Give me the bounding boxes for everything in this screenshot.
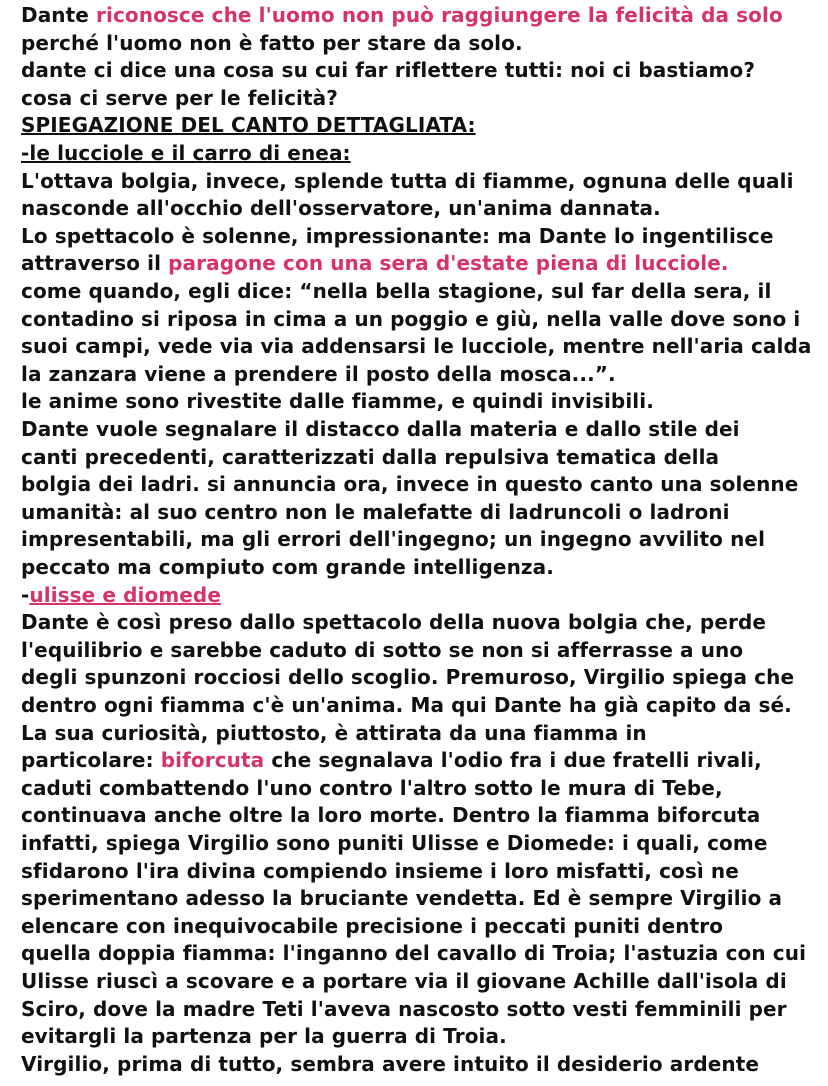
text-line [21, 1051, 759, 1077]
text-segment: perché l'uomo non è fatto per stare da solo. [21, 30, 523, 55]
text-line [21, 637, 743, 663]
section-heading: SPIEGAZIONE DEL CANTO DETTAGLIATA: [21, 113, 476, 138]
text-segment: evitargli la partenza per la guerra di Troia. [21, 1024, 507, 1049]
text-segment: come quando, egli dice: “nella bella stagione, sul far della sera, il [21, 279, 772, 303]
text-segment: La sua curiosità, piuttosto, è attirata da una fiamma in [21, 720, 647, 745]
text-line [21, 57, 755, 83]
text-line [21, 112, 476, 138]
highlighted-text: riconosce che l'uomo non può raggiungere la felicità da solo [96, 3, 783, 27]
text-segment: infatti, spiega Virgilio sono puniti Ulisse e Diomede: i quali, come [21, 831, 768, 855]
text-segment: Dante [21, 3, 97, 27]
text-segment: Sciro, dove la madre Teti l'aveva nascosto sotto vesti femminili per [21, 996, 787, 1021]
text-line [21, 85, 338, 111]
text-segment: nasconde all'occhio dell'osservatore, un'anima dannata. [21, 196, 661, 221]
text-segment: le anime sono rivestite dalle fiamme, e quindi invisibili. [21, 389, 654, 414]
text-segment: elencare con inequivocabile precisione i peccati puniti dentro [21, 913, 724, 938]
text-line [21, 526, 765, 552]
text-line [21, 968, 787, 994]
text-segment: bolgia dei ladri. si annuncia ora, invece in questo canto una solenne [21, 472, 799, 497]
text-segment: Virgilio, prima di tutto, sembra avere intuito il desiderio ardente [21, 1051, 760, 1076]
text-segment: - [21, 582, 30, 607]
text-line [21, 692, 792, 718]
text-line [21, 885, 782, 911]
highlighted-text: paragone con una sera d'estate piena di lucciole. [168, 251, 729, 276]
text-line [21, 747, 762, 773]
text-line [21, 1023, 507, 1049]
text-line [21, 195, 661, 221]
text-line [21, 802, 760, 828]
text-line [21, 775, 723, 801]
text-segment: Dante vuole segnalare il distacco dalla materia e dallo stile dei [21, 417, 740, 441]
text-segment: L'ottava bolgia, invece, splende tutta di fiamme, ognuna delle quali [21, 168, 794, 193]
text-segment: peccato ma compiuto com grande intelligenza. [21, 555, 554, 579]
text-segment: Dante è così preso dallo spettacolo della nuova bolgia che, perde [21, 610, 767, 635]
text-line [21, 361, 616, 387]
section-heading: -le lucciole e il carro di enea: [21, 141, 351, 165]
text-line [21, 582, 221, 608]
text-segment: dante ci dice una cosa su cui far riflettere tutti: noi ci bastiamo? [21, 58, 756, 83]
text-segment: caduti combattendo l'uno contro l'altro sotto le mura di Tebe, [21, 775, 723, 800]
text-line [21, 996, 787, 1022]
text-segment: sperimentano adesso la bruciante vendetta. Ed è sempre Virgilio a [21, 886, 783, 911]
text-line [21, 554, 554, 580]
text-line [21, 223, 774, 249]
text-line [21, 444, 719, 470]
text-line [21, 140, 351, 166]
text-segment: continuava anche oltre la loro morte. Dentro la fiamma biforcuta [21, 803, 761, 828]
text-segment: contadino si riposa in cima a un poggio e giù, nella valle dove sono i [21, 306, 801, 331]
text-segment: degli spunzoni rocciosi dello scoglio. Premuroso, Virgilio spiega che [21, 665, 795, 690]
text-segment: impresentabili, ma gli errori dell'ingegno; un ingegno avvilito nel [21, 527, 766, 552]
text-segment: l'equilibrio e sarebbe caduto di sotto se non si afferrasse a uno [21, 637, 744, 662]
text-segment: quella doppia fiamma: l'inganno del cavallo di Troia; l'astuzia con cui [21, 941, 807, 966]
highlighted-text: biforcuta [160, 748, 265, 773]
text-segment: attraverso il [21, 251, 169, 276]
text-line [21, 250, 729, 276]
text-segment: particolare: [21, 748, 161, 773]
text-segment: cosa ci serve per le felicità? [21, 85, 338, 110]
text-line [21, 830, 768, 856]
text-segment: suoi campi, vede via via addensarsi le lucciole, mentre nell'aria calda [21, 334, 812, 359]
text-line [21, 471, 798, 497]
text-line [21, 416, 740, 442]
text-segment: umanità: al suo centro non le malefatte di ladruncoli o ladroni [21, 499, 730, 524]
highlighted-heading: ulisse e diomede [29, 582, 222, 607]
text-line [21, 388, 654, 414]
text-segment: sfidarono l'ira divina compiendo insieme i loro misfatti, così ne [21, 858, 739, 883]
text-segment: dentro ogni fiamma c'è un'anima. Ma qui Dante ha già capito da sé. [21, 693, 792, 717]
text-segment: canti precedenti, caratterizzati dalla repulsiva tematica della [21, 444, 720, 469]
text-line [21, 664, 794, 690]
text-line [21, 168, 794, 194]
text-line [21, 609, 766, 635]
text-line [21, 720, 647, 746]
text-line [21, 913, 723, 939]
text-segment: la zanzara viene a prendere il posto della mosca...”. [21, 361, 616, 386]
text-line [21, 940, 806, 966]
text-line [21, 858, 739, 884]
text-line [21, 306, 800, 332]
text-line [21, 278, 771, 304]
text-segment: Ulisse riuscì a scovare e a portare via il giovane Achille dall'isola di [21, 969, 787, 993]
text-line [21, 333, 811, 359]
text-line [21, 2, 783, 28]
text-line [21, 499, 730, 525]
text-segment: Lo spettacolo è solenne, impressionante: ma Dante lo ingentilisce [21, 223, 774, 248]
text-line [21, 30, 523, 56]
text-segment: che segnalava l'odio fra i due fratelli rivali, [264, 748, 762, 773]
